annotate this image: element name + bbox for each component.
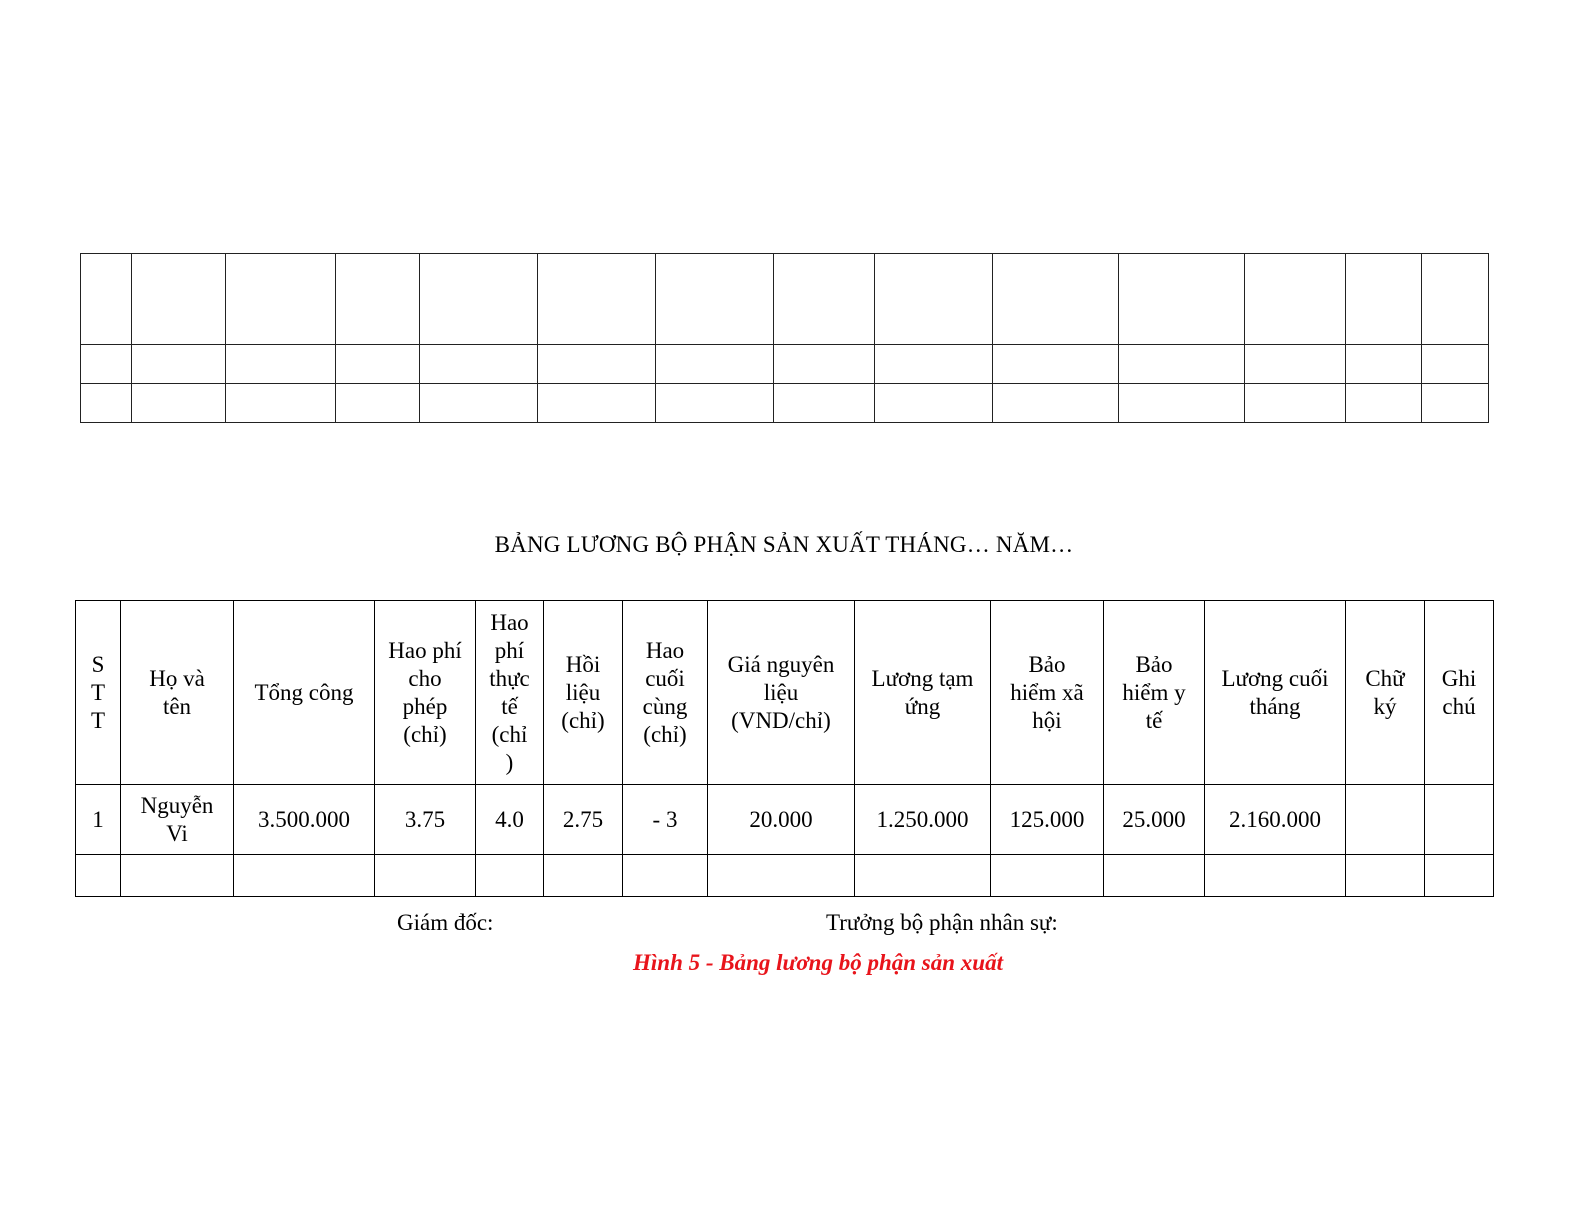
cell-total-work: [234, 785, 375, 855]
header-final-loss: Hao cuối cùng (chỉ): [642, 637, 688, 747]
empty-cell: [375, 855, 476, 897]
director-signature-label: Giám đốc:: [397, 910, 494, 935]
cell-material-price-value: 20.000: [749, 806, 813, 832]
header-allowed-loss: Hao phí cho phép (chỉ): [388, 637, 462, 747]
empty-cell: [1422, 384, 1489, 423]
hr-head-signature-label: Trưởng bộ phận nhân sự:: [826, 910, 1058, 935]
empty-cell: [1422, 345, 1489, 384]
empty-cell: [1425, 855, 1494, 897]
cell-actual-loss: [476, 785, 544, 855]
empty-cell: [774, 384, 875, 423]
cell-recovered: [544, 785, 623, 855]
payroll-table: [75, 600, 1494, 897]
empty-cell: [875, 254, 993, 345]
empty-cell: [875, 384, 993, 423]
empty-cell: [991, 855, 1104, 897]
empty-cell: [234, 855, 375, 897]
empty-cell: [1422, 254, 1489, 345]
header-signature: Chữ ký: [1365, 665, 1405, 719]
empty-cell: [993, 345, 1119, 384]
empty-grid-row: [81, 345, 1489, 384]
empty-cell: [1346, 384, 1422, 423]
cell-allowed-loss: [375, 785, 476, 855]
empty-cell: [1245, 345, 1346, 384]
cell-advance-value: 1.250.000: [876, 806, 969, 832]
empty-grid-row: [81, 254, 1489, 345]
cell-stt: [76, 785, 121, 855]
empty-cell: [81, 384, 132, 423]
header-stt: S T T: [90, 651, 106, 733]
header-health-insurance: Bảo hiểm y tế: [1122, 651, 1186, 733]
cell-advance: [855, 785, 991, 855]
cell-material-price: [708, 785, 855, 855]
header-cell-final-loss: [623, 601, 708, 785]
empty-cell: [336, 384, 420, 423]
empty-cell: [774, 254, 875, 345]
empty-grid-table: [80, 253, 1489, 423]
header-cell-signature: [1346, 601, 1425, 785]
header-cell-health-insurance: [1104, 601, 1205, 785]
figure-caption: Hình 5 - Bảng lương bộ phận sản xuất: [633, 950, 1003, 975]
cell-final-salary-value: 2.160.000: [1229, 806, 1321, 832]
cell-allowed-loss-value: 3.75: [404, 806, 446, 832]
empty-cell: [1205, 855, 1346, 897]
header-material-price: Giá nguyên liệu (VND/chỉ): [727, 651, 835, 733]
empty-cell: [1104, 855, 1205, 897]
header-actual-loss: Hao phí thực tế (chỉ ): [489, 609, 530, 775]
empty-cell: [76, 855, 121, 897]
header-note: Ghi chú: [1441, 665, 1477, 719]
empty-cell: [1119, 254, 1245, 345]
empty-cell: [993, 384, 1119, 423]
header-total-work: Tổng công: [254, 679, 354, 705]
empty-cell: [226, 384, 336, 423]
header-cell-actual-loss: [476, 601, 544, 785]
empty-cell: [1346, 254, 1422, 345]
empty-cell: [1245, 384, 1346, 423]
header-cell-total-work: [234, 601, 375, 785]
header-name: Họ và tên: [149, 665, 205, 719]
empty-cell: [544, 855, 623, 897]
cell-final-loss-value: - 3: [652, 806, 678, 832]
header-cell-allowed-loss: [375, 601, 476, 785]
empty-cell: [1346, 345, 1422, 384]
empty-cell: [538, 384, 656, 423]
header-cell-social-insurance: [991, 601, 1104, 785]
empty-cell: [1346, 855, 1425, 897]
header-cell-note: [1425, 601, 1494, 785]
empty-cell: [121, 855, 234, 897]
empty-cell: [420, 384, 538, 423]
empty-cell: [538, 254, 656, 345]
cell-recovered-value: 2.75: [562, 806, 604, 832]
empty-cell: [81, 345, 132, 384]
header-social-insurance: Bảo hiểm xã hội: [1010, 651, 1084, 733]
empty-cell: [656, 384, 774, 423]
cell-name-value: Nguyễn Vi: [140, 792, 214, 846]
cell-health-insurance-value: 25.000: [1122, 806, 1186, 832]
empty-cell: [226, 254, 336, 345]
cell-social-insurance: [991, 785, 1104, 855]
empty-cell: [623, 855, 708, 897]
header-cell-stt: [76, 601, 121, 785]
header-row: [76, 601, 1494, 785]
cell-name: [121, 785, 234, 855]
header-cell-advance: [855, 601, 991, 785]
empty-grid-row: [81, 384, 1489, 423]
header-recovered: Hồi liệu (chỉ): [561, 651, 605, 733]
cell-health-insurance: [1104, 785, 1205, 855]
empty-cell: [993, 254, 1119, 345]
empty-cell: [656, 254, 774, 345]
cell-social-insurance-value: 125.000: [1009, 806, 1085, 832]
header-cell-final-salary: [1205, 601, 1346, 785]
header-advance: Lương tạm ứng: [871, 665, 974, 719]
cell-note: [1425, 785, 1494, 855]
cell-final-loss: [623, 785, 708, 855]
empty-cell: [420, 345, 538, 384]
cell-final-salary: [1205, 785, 1346, 855]
cell-actual-loss-value: 4.0: [495, 806, 524, 832]
page-title: BẢNG LƯƠNG BỘ PHẬN SẢN XUẤT THÁNG… NĂM…: [494, 532, 1074, 557]
empty-cell: [81, 254, 132, 345]
empty-cell: [132, 384, 226, 423]
empty-cell: [855, 855, 991, 897]
empty-cell: [1119, 384, 1245, 423]
empty-cell: [336, 254, 420, 345]
cell-signature: [1346, 785, 1425, 855]
empty-cell: [1119, 345, 1245, 384]
empty-cell: [336, 345, 420, 384]
empty-cell: [226, 345, 336, 384]
empty-cell: [656, 345, 774, 384]
header-cell-material-price: [708, 601, 855, 785]
table-row: [76, 785, 1494, 855]
header-cell-name: [121, 601, 234, 785]
empty-cell: [420, 254, 538, 345]
empty-cell: [538, 345, 656, 384]
empty-cell: [1245, 254, 1346, 345]
empty-cell: [708, 855, 855, 897]
empty-cell: [132, 254, 226, 345]
table-row-empty: [76, 855, 1494, 897]
empty-cell: [132, 345, 226, 384]
cell-stt-value: 1: [92, 806, 104, 832]
empty-cell: [476, 855, 544, 897]
cell-total-work-value: 3.500.000: [258, 806, 350, 832]
empty-cell: [875, 345, 993, 384]
header-cell-recovered: [544, 601, 623, 785]
header-final-salary: Lương cuối tháng: [1221, 665, 1329, 719]
empty-cell: [774, 345, 875, 384]
